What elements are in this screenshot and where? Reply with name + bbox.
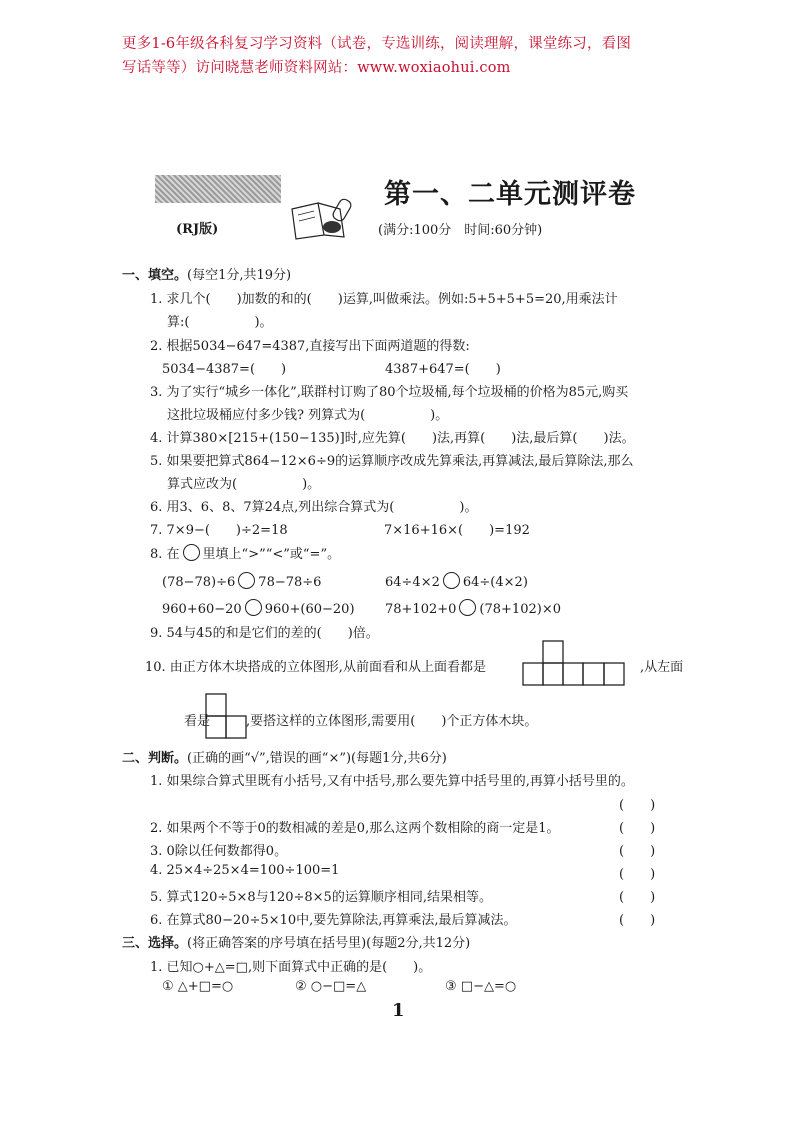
- q3-line-2: 这批垃圾桶应付多少钱? 列算式为( )。: [167, 408, 449, 423]
- q8-item-1-left: (78−78)÷6: [162, 575, 236, 590]
- choice-option-1[interactable]: ① △+□=○: [162, 979, 234, 994]
- q10-line-1: 10. 由正方体木块搭成的立体图形,从前面看和从上面看都是: [145, 660, 486, 675]
- q8-instruction: [150, 543, 340, 562]
- judge-item-6: 6. 在算式80−20÷5×10中,要先算除法,再算乘法,最后算减法。: [150, 913, 517, 928]
- page-subtitle: (满分:100分 时间:60分钟): [378, 223, 543, 238]
- section-2-title: 二、判断。: [122, 751, 188, 766]
- left-view-figure: [205, 692, 251, 740]
- judge-item-4: 4. 25×4÷25×4=100÷100=1: [150, 863, 340, 878]
- answer-circle[interactable]: [459, 599, 476, 616]
- q8-item-3-left: 960+60−20: [162, 602, 242, 617]
- q2-item-a: 5034−4387=( ): [162, 362, 287, 377]
- q8-item-4-right: (78+102)×0: [479, 602, 561, 617]
- answer-circle[interactable]: [238, 572, 255, 589]
- judge-answer-5[interactable]: ( ): [619, 890, 656, 905]
- q8-item-2-left: 64÷4×2: [385, 575, 440, 590]
- judge-answer-1[interactable]: ( ): [619, 798, 656, 813]
- judge-item-5: 5. 算式120÷5×8与120÷8×5的运算顺序相同,结果相等。: [150, 890, 492, 905]
- judge-answer-3[interactable]: ( ): [619, 844, 656, 859]
- q8-item-4-left: 78+102+0: [385, 602, 457, 617]
- front-top-view-figure: [522, 639, 640, 687]
- q8-item-1: [162, 572, 321, 590]
- answer-circle[interactable]: [245, 599, 262, 616]
- judge-item-2: 2. 如果两个不等于0的数相减的差是0,那么这两个数相除的商一定是1。: [150, 821, 560, 836]
- section-2-heading: [122, 747, 447, 766]
- judge-answer-6[interactable]: ( ): [619, 913, 656, 928]
- series-logo: [155, 175, 281, 203]
- section-1-heading: [122, 264, 291, 283]
- choice-option-3[interactable]: ③ □−△=○: [445, 979, 517, 994]
- book-illustration-icon: [288, 195, 358, 247]
- page-number: 1: [392, 1000, 405, 1021]
- judge-answer-2[interactable]: ( ): [619, 821, 656, 836]
- section-1-note: (每空1分,共19分): [187, 268, 292, 283]
- choice-option-2[interactable]: ② ○−□=△: [295, 979, 367, 994]
- q8-item-1-right: 78−78÷6: [258, 575, 322, 590]
- q6: 6. 用3、6、8、7算24点,列出综合算式为( )。: [150, 500, 478, 515]
- q5-line-2: 算式应改为( )。: [167, 477, 321, 492]
- q3-line-1: 3. 为了实行“城乡一体化”,联群村订购了80个垃圾桶,每个垃圾桶的价格为85元,购买: [150, 385, 629, 400]
- q7-item-b: 7×16+16×( )=192: [384, 523, 530, 538]
- q8-item-2-right: 64÷(4×2): [462, 575, 528, 590]
- section-3-heading: [122, 932, 470, 951]
- q1-line-2: 算:( )。: [167, 315, 273, 330]
- q8-item-3: [162, 599, 355, 617]
- q9: 9. 54与45的和是它们的差的( )倍。: [150, 626, 379, 641]
- judge-item-3: 3. 0除以任何数都得0。: [150, 844, 288, 859]
- banner-line-2: 写话等等）访问晓慧老师资料网站：www.woxiaohui.com: [122, 60, 511, 76]
- answer-circle[interactable]: [443, 572, 460, 589]
- q2-item-b: 4387+647=( ): [385, 362, 501, 377]
- judge-item-1: 1. 如果综合算式里既有小括号,又有中括号,那么要先算中括号里的,再算小括号里的。: [150, 774, 634, 789]
- q8-prefix: 8. 在: [150, 547, 180, 562]
- q4: 4. 计算380×[215+(150−135)]时,应先算( )法,再算( )法,最后算( )法。: [150, 431, 635, 446]
- edition-label: (RJ版): [176, 222, 219, 237]
- q5-line-1: 5. 如果要把算式864−12×6÷9的运算顺序改成先算乘法,再算减法,最后算除法,那么: [150, 454, 634, 469]
- judge-answer-4[interactable]: ( ): [619, 867, 656, 882]
- section-2-note: (正确的画“√”,错误的画“×”)(每题1分,共6分): [187, 751, 447, 766]
- section-1-title: 一、填空。: [122, 268, 188, 283]
- q7-item-a: 7. 7×9−( )÷2=18: [150, 523, 288, 538]
- choice-q1: 1. 已知○+△=□,则下面算式中正确的是( )。: [150, 960, 432, 975]
- q8-item-4: [385, 599, 561, 617]
- q10-line-2-end: ,要搭这样的立体图形,需要用( )个正方体木块。: [246, 714, 538, 729]
- q8-item-3-right: 960+(60−20): [264, 602, 355, 617]
- q8-suffix: 里填上“>”“<”或“=”。: [202, 547, 341, 562]
- banner-line-1: 更多1-6年级各科复习学习资料（试卷，专选训练，阅读理解，课堂练习，看图: [122, 36, 632, 52]
- section-3-note: (将正确答案的序号填在括号里)(每题2分,共12分): [187, 936, 471, 951]
- q10-line-2-start: 看是: [184, 714, 211, 729]
- q10-line-1-end: ,从左面: [640, 660, 684, 675]
- q2-line-1: 2. 根据5034−647=4387,直接写出下面两道题的得数:: [150, 339, 470, 354]
- q8-item-2: [385, 572, 528, 590]
- section-3-title: 三、选择。: [122, 936, 188, 951]
- circle-icon: [183, 544, 200, 561]
- q1-line-1: 1. 求几个( )加数的和的( )运算,叫做乘法。例如:5+5+5+5=20,用乘法计: [150, 292, 618, 307]
- page-title: 第一、二单元测评卷: [384, 179, 636, 210]
